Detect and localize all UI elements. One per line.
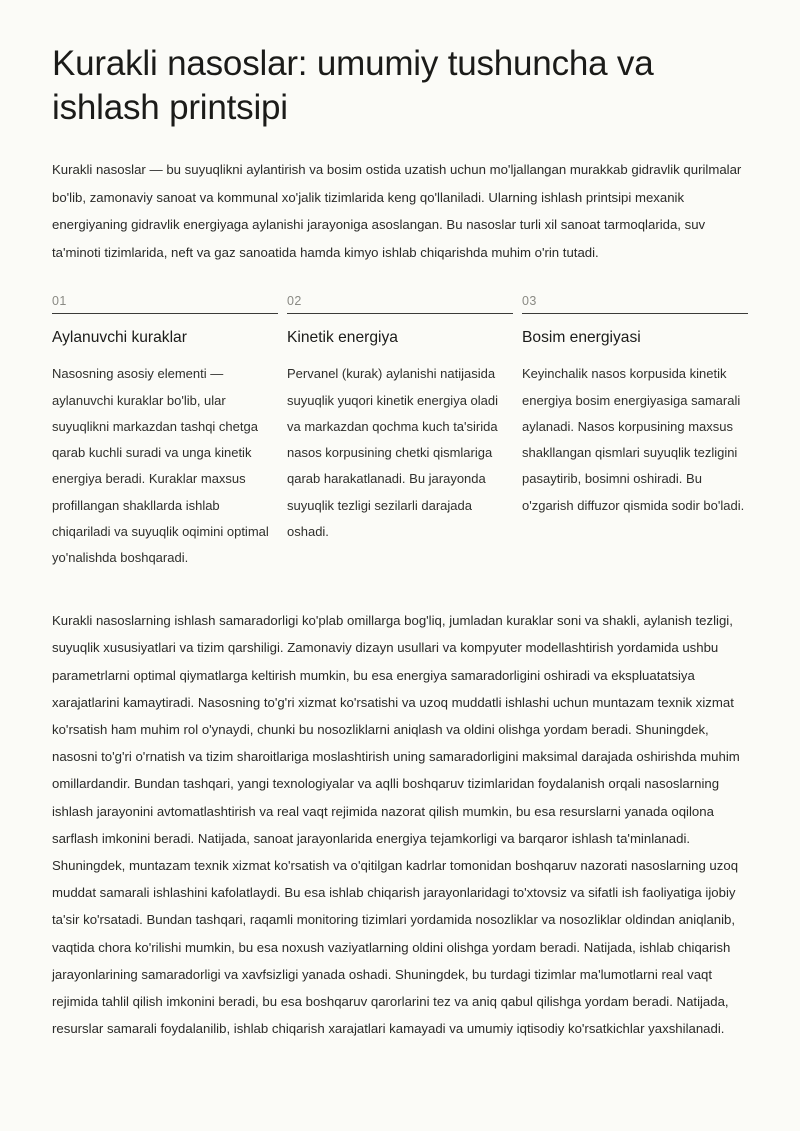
column-heading: Aylanuvchi kuraklar	[52, 329, 187, 347]
column-number: 03	[522, 294, 537, 308]
intro-paragraph: Kurakli nasoslar — bu suyuqlikni aylantirish va bosim ostida uzatish uchun mo'ljallangan murakkab gidravlik qurilmalar bo'lib, zamonaviy sanoat va kommunal xo'jalik tizimlarida keng qo'llaniladi. Ularning ishlash printsipi mexanik energiyaning gidravlik energiyaga aylanishi jarayoniga asoslangan. Bu nasoslar turli xil sanoat tarmoqlarida, suv ta'minoti tizimlarida, neft va gaz sanoatida hamda kimyo ishlab chiqarishda muhim o'rin tutadi.	[52, 162, 742, 260]
body-paragraph: Kurakli nasoslarning ishlash samaradorligi ko'plab omillarga bog'liq, jumladan kuraklar soni va shakli, aylanish tezligi, suyuqlik xususiyatlari va tizim qarshiligi. Zamonaviy dizayn usullari va kompyuter modellashtirish yordamida ushbu parametrlarni optimal qiymatlarga keltirish mumkin, bu esa energiya samaradorligini oshiradi va ekspluatatsiya xarajatlarini kamaytiradi. Nasosning to'g'ri xizmat ko'rsatishi va uzoq muddatli ishlashi uchun muntazam texnik xizmat ko'rsatish ham muhim rol o'ynaydi, chunki bu nosozliklarni aniqlash va oldini olishga yordam beradi. Shuningdek, nasosni to'g'ri o'rnatish va tizim sharoitlariga moslashtirish uning samaradorligini maksimal darajada oshirishda muhim omillardandir. Bundan tashqari, yangi texnologiyalar va aqlli boshqaruv tizimlaridan foydalanish orqali nasoslarning ishlash jarayonini avtomatlashtirish va real vaqt rejimida nazorat qilish mumkin, bu esa resurslarni yanada oqilona sarflash imkonini beradi. Natijada, sanoat jarayonlarida energiya tejamkorligi va barqaror ishlash ta'minlanadi. Shuningdek, muntazam texnik xizmat ko'rsatish va o'qitilgan kadrlar tomonidan boshqaruv nazorati nasoslarning uzoq muddat samarali ishlashini kafolatlaydi. Bu esa ishlab chiqarish jarayonlaridagi to'xtovsiz va sifatli ish faoliyatiga ijobiy ta'sir ko'rsatadi. Bundan tashqari, raqamli monitoring tizimlari yordamida nosozliklar va nosozliklar oldindan aniqlanib, vaqtida chora ko'rilishi mumkin, bu esa noxush vaziyatlarning oldini olishga yordam beradi. Natijada, ishlab chiqarish jarayonlarining samaradorligi va xavfsizligi yanada oshadi. Shuningdek, bu turdagi tizimlar ma'lumotlarni real vaqt rejimida tahlil qilish imkonini beradi, bu esa boshqaruv qarorlarini tez va aniq qabul qilishga yordam beradi. Natijada, resurslar samarali foydalanilib, ishlab chiqarish xarajatlari kamayadi va umumiy iqtisodiy ko'rsatkichlar yaxshilanadi.	[52, 613, 740, 1037]
column-body: Keyinchalik nasos korpusida kinetik energiya bosim energiyasiga samarali aylanadi. Nasos korpusining maxsus shakllangan qismlari suyuqlik tezligini pasaytirib, bosimni oshiradi. Bu o'zgarish diffuzor qismida sodir bo'ladi.	[522, 366, 745, 513]
page-title: Kurakli nasoslar: umumiy tushuncha va ishlash printsipi	[52, 44, 654, 128]
column-body: Pervanel (kurak) aylanishi natijasida suyuqlik yuqori kinetik energiya oladi va markazdan qochma kuch ta'sirida nasos korpusining chetki qismlariga qarab harakatlanadi. Bu jarayonda suyuqlik tezligi sezilarli darajada oshadi.	[287, 366, 499, 539]
column-rule	[522, 313, 748, 314]
column-number: 02	[287, 294, 302, 308]
column-01	[52, 293, 278, 571]
column-number: 01	[52, 294, 67, 308]
column-heading: Bosim energiyasi	[522, 329, 641, 347]
feature-columns	[52, 293, 748, 571]
column-body: Nasosning asosiy elementi — aylanuvchi kuraklar bo'lib, ular suyuqlikni markazdan tashqi chetga qarab kuchli suradi va unga kinetik energiya beradi. Kuraklar maxsus profillangan shakllarda ishlab chiqariladi va suyuqlik oqimini optimal yo'nalishda boshqaradi.	[52, 366, 269, 566]
column-rule	[52, 313, 278, 314]
column-rule	[287, 313, 513, 314]
column-03	[522, 293, 748, 571]
column-02	[287, 293, 513, 571]
column-heading: Kinetik energiya	[287, 329, 398, 347]
